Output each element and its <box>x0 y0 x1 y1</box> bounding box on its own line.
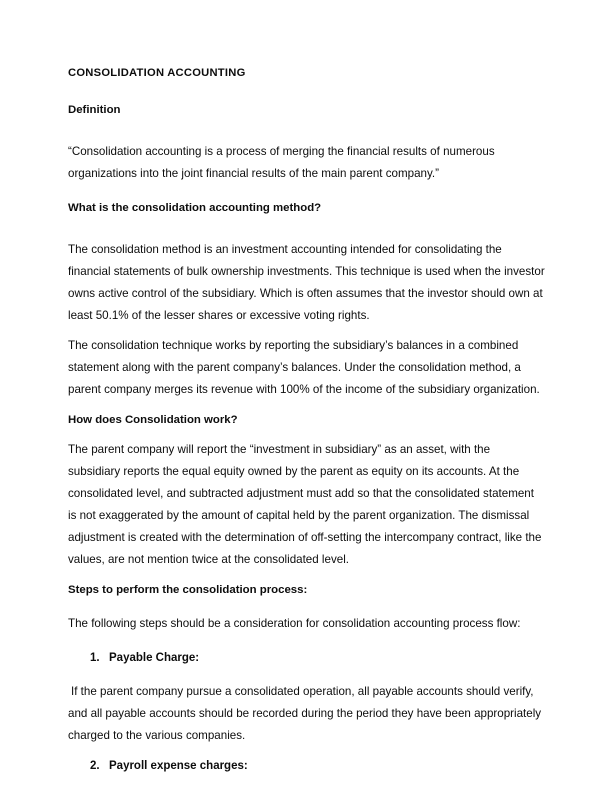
list-item-marker: 1. <box>90 652 100 664</box>
definition-heading: Definition <box>68 104 121 116</box>
spacer <box>68 635 545 647</box>
spacer <box>68 185 545 197</box>
spacer <box>68 401 545 409</box>
how-consolidation-works-heading: How does Consolidation work? <box>68 414 238 426</box>
method-paragraph-2: The consolidation technique works by reporting the subsidiary’s balances in a combined statement along with the parent company’s balances. Under the consolidation method, a parent company merges its revenue with 100% of the income of the subsidiary organization. <box>68 339 540 396</box>
list-item <box>90 647 545 669</box>
spacer <box>68 669 545 681</box>
spacer <box>68 747 545 755</box>
spacer <box>68 327 545 335</box>
list-item-marker: 2. <box>90 760 100 772</box>
spacer <box>68 431 545 439</box>
steps-list <box>68 647 545 669</box>
definition-quote-paragraph: “Consolidation accounting is a process of merging the financial results of numerous organizations into the joint financial results of the main parent company.” <box>68 145 495 180</box>
list-item-label: Payroll expense charges: <box>109 760 248 772</box>
steps-intro-paragraph: The following steps should be a consideration for consolidation accounting process flow: <box>68 617 521 630</box>
document-title: CONSOLIDATION ACCOUNTING <box>68 67 246 79</box>
spacer <box>68 571 545 579</box>
list-item-label: Payable Charge: <box>109 652 200 664</box>
method-heading: What is the consolidation accounting method? <box>68 202 322 214</box>
how-consolidation-works-paragraph: The parent company will report the “investment in subsidiary” as an asset, with the subsidiary reports the equal equity owned by the parent as equity on its accounts. At the consolidated level, and subtracted adjustment must add so that the consolidated statement is not exaggerated by the amount of capital held by the parent organization. The dismissal adjustment is created with the determination of off-setting the intercompany contract, like the values, are not mention twice at the consolidated level. <box>68 443 542 566</box>
spacer <box>68 121 545 141</box>
spacer <box>68 219 545 239</box>
steps-heading: Steps to perform the consolidation process: <box>68 584 308 596</box>
list-item <box>90 755 545 777</box>
spacer <box>68 601 545 613</box>
step-1-body-paragraph: If the parent company pursue a consolidated operation, all payable accounts should verify, and all payable accounts should be recorded during the period they have been appropriately charged to the various companies. <box>68 685 542 742</box>
method-paragraph-1: The consolidation method is an investment accounting intended for consolidating the financial statements of bulk ownership investments. This technique is used when the investor owns active control of the subsidiary. Which is often assumes that the investor should own at least 50.1% of the lesser shares or excessive voting rights. <box>68 243 545 322</box>
steps-list-continued <box>68 755 545 777</box>
